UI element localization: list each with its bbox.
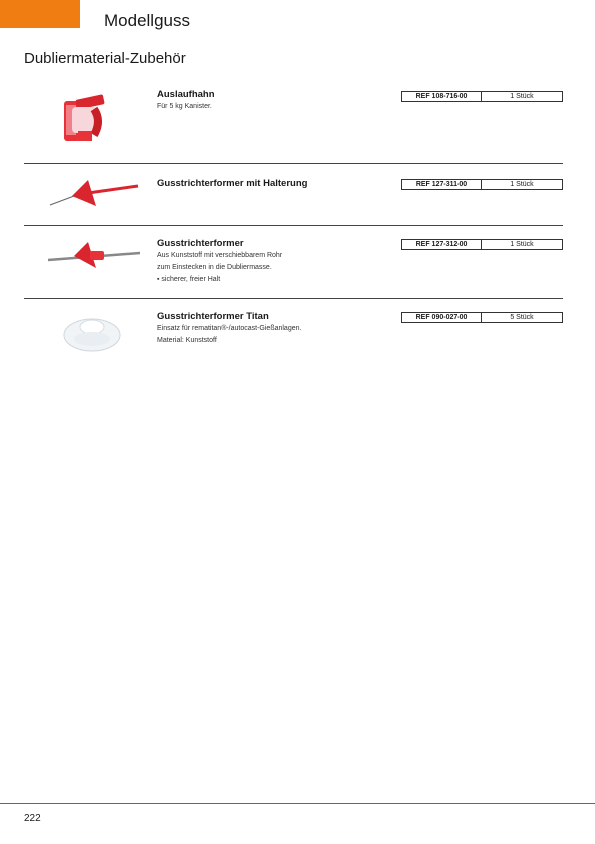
product-name: Gusstrichterformer xyxy=(157,238,244,249)
tap-valve-icon xyxy=(44,87,144,147)
divider xyxy=(24,298,563,299)
divider xyxy=(24,163,563,164)
product-description-line: zum Einstecken in die Dubliermasse. xyxy=(157,264,272,271)
product-description-line: Material: Kunststoff xyxy=(157,337,217,344)
product-name: Gusstrichterformer Titan xyxy=(157,311,269,322)
page-subtitle: Dubliermaterial-Zubehör xyxy=(24,50,186,67)
header-accent-tab xyxy=(0,0,80,28)
footer-divider xyxy=(0,803,595,804)
divider xyxy=(24,225,563,226)
product-item-gusstrichterformer-titan xyxy=(24,307,563,359)
product-item-gusstrichterformer xyxy=(24,234,563,298)
product-item-auslaufhahn xyxy=(24,85,563,163)
product-ref: REF 127-312-00 xyxy=(401,239,482,250)
sprue-former-tube-icon xyxy=(44,236,144,276)
product-name: Gusstrichterformer mit Halterung xyxy=(157,178,308,189)
product-quantity: 1 Stück xyxy=(481,179,563,190)
product-ref: REF 108-716-00 xyxy=(401,91,482,102)
product-item-gusstrichterformer-halterung xyxy=(24,172,563,225)
product-quantity: 1 Stück xyxy=(481,239,563,250)
product-description-line: Für 5 kg Kanister. xyxy=(157,103,212,110)
page-number: 222 xyxy=(24,813,41,824)
product-quantity: 1 Stück xyxy=(481,91,563,102)
product-ref: REF 090-027-00 xyxy=(401,312,482,323)
product-ref: REF 127-311-00 xyxy=(401,179,482,190)
sprue-former-holder-icon xyxy=(44,174,144,214)
titan-insert-icon xyxy=(44,309,144,355)
section-title: Modellguss xyxy=(104,11,190,30)
product-feature-bullet: ▪ sicherer, freier Halt xyxy=(157,276,221,283)
product-quantity: 5 Stück xyxy=(481,312,563,323)
product-description-line: Einsatz für rematitan®-/autocast-Gießanlagen. xyxy=(157,325,302,332)
product-name: Auslaufhahn xyxy=(157,89,215,100)
product-description-line: Aus Kunststoff mit verschiebbarem Rohr xyxy=(157,252,283,259)
